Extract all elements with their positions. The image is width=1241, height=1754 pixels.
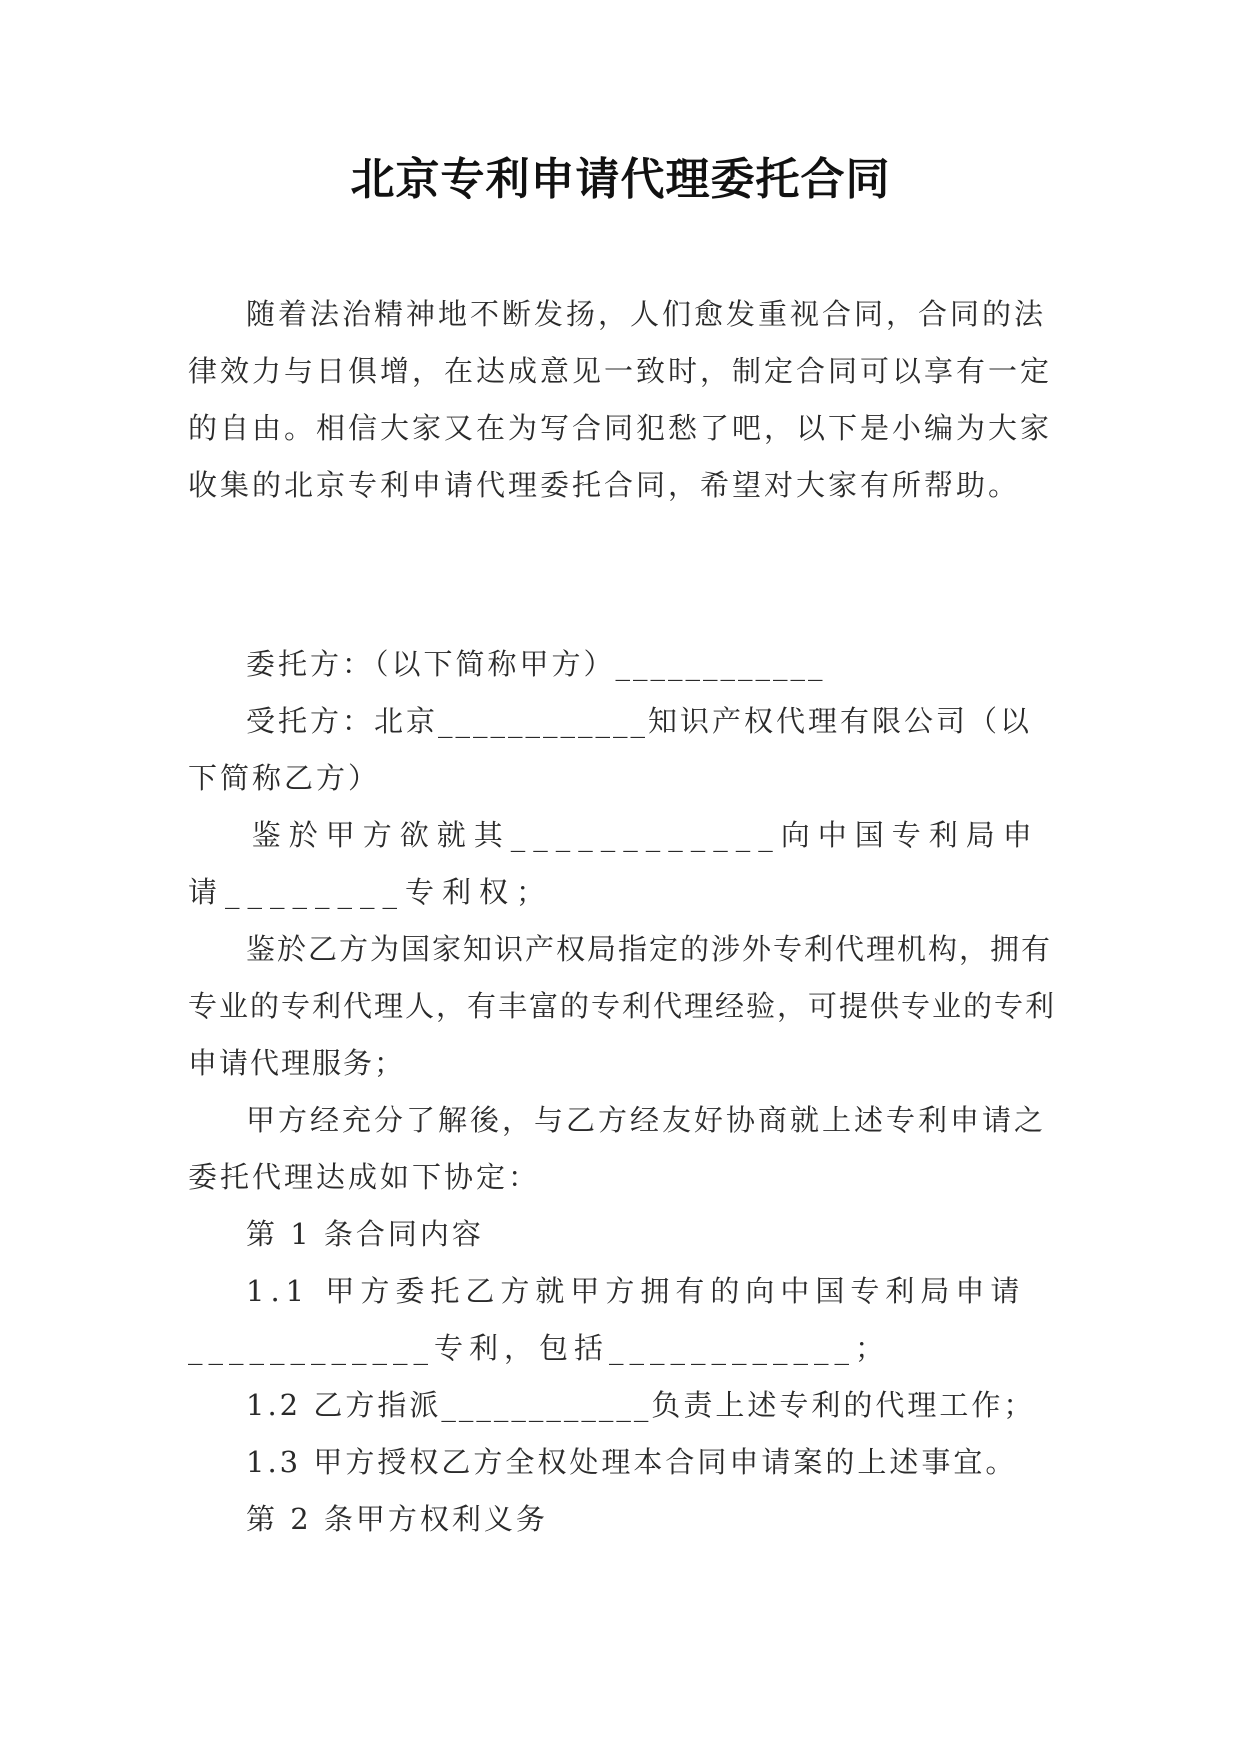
agent-party-line: 受托方：北京____________知识产权代理有限公司（以下简称乙方） [188,704,1033,795]
article-1-heading: 第 1 条合同内容 [246,1217,484,1251]
clause-1-1: 1.1 甲方委托乙方就甲方拥有的向中国专利局申请____________专利，包括____________； [188,1274,1026,1365]
intro-section [188,286,1058,514]
client-party-line: 委托方：（以下简称甲方）____________ [246,647,826,681]
whereas-client-paragraph: 鉴於甲方欲就其____________向中国专利局申请________专利权； [188,818,1040,909]
clause-1-3: 1.3 甲方授权乙方全权处理本合同申请案的上述事宜。 [246,1445,1018,1479]
contract-body [188,636,1058,1548]
clause-1-2: 1.2 乙方指派____________负责上述专利的代理工作； [246,1388,1036,1422]
document-title: 北京专利申请代理委托合同 [350,154,891,205]
whereas-agent-paragraph: 鉴於乙方为国家知识产权局指定的涉外专利代理机构，拥有专业的专利代理人，有丰富的专利代理经验，可提供专业的专利申请代理服务； [188,932,1057,1080]
intro-paragraph: 随着法治精神地不断发扬，人们愈发重视合同，合同的法律效力与日俱增，在达成意见一致时，制定合同可以享有一定的自由。相信大家又在为写合同犯愁了吧，以下是小编为大家收集的北京专利申请代理委托合同，希望对大家有所帮助。 [188,297,1053,502]
article-2-heading: 第 2 条甲方权利义务 [246,1502,548,1536]
agreement-intro-paragraph: 甲方经充分了解後，与乙方经友好协商就上述专利申请之委托代理达成如下协定： [188,1103,1047,1194]
